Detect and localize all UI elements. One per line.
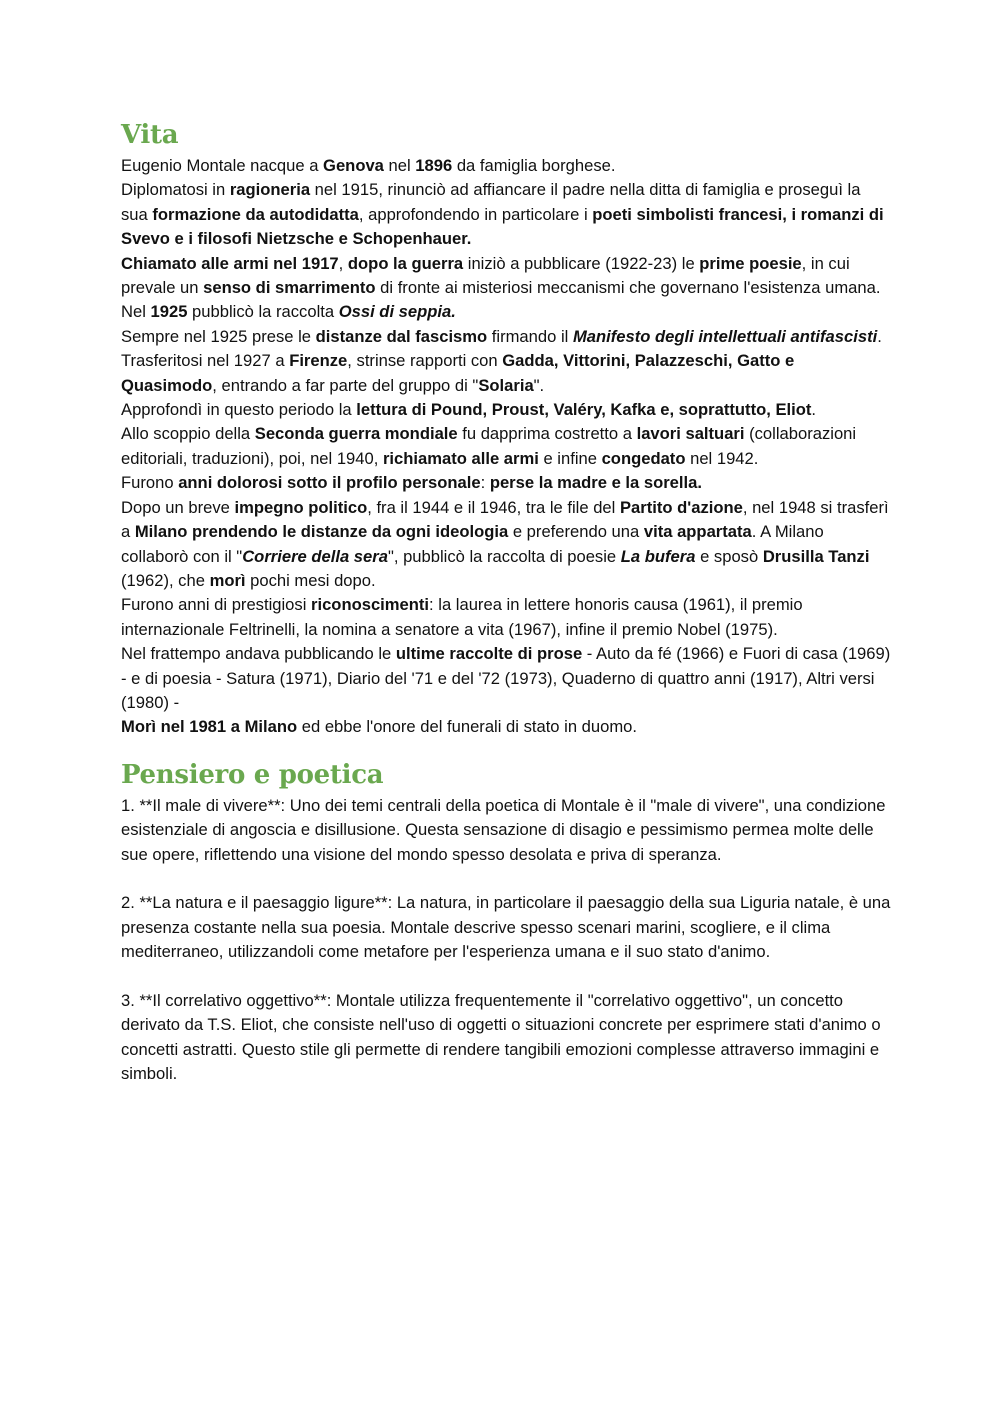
text-run: vita appartata bbox=[643, 522, 752, 542]
text-run: Sempre nel 1925 prese le bbox=[121, 326, 316, 346]
text-run: - Auto da fé (1966) e Fuori di casa (1969) - e di poesia - Satura (1971), Diario del '71 e del '72 (1973), Quaderno di quattro anni (1917), Altri versi (1980) - bbox=[121, 644, 891, 712]
text-run: Ossi di seppia. bbox=[338, 302, 456, 322]
text-run: Diplomatosi in bbox=[121, 180, 230, 200]
section-title-pensiero: Pensiero e poetica bbox=[121, 759, 384, 790]
text-run: Nel frattempo andava pubblicando le bbox=[121, 644, 396, 664]
text-run: Genova bbox=[323, 156, 384, 175]
text-run: e preferendo una bbox=[508, 522, 644, 542]
text-run: lettura di Pound, Proust, Valéry, Kafka e, soprattutto, Eliot bbox=[356, 400, 812, 420]
text-run: nel 1942. bbox=[685, 448, 759, 468]
text-run: lavori saltuari bbox=[636, 424, 745, 444]
text-run: . Trasferitosi nel 1927 a bbox=[121, 326, 882, 371]
text-run: Seconda guerra mondiale bbox=[254, 424, 458, 444]
text-run: ragioneria bbox=[229, 180, 311, 200]
text-run: Gadda, Vittorini, Palazzeschi, Gatto e Quasimodo bbox=[121, 351, 795, 395]
text-run: , approfondendo in particolare i bbox=[358, 204, 593, 224]
text-run: senso di smarrimento bbox=[203, 278, 376, 298]
text-run: , strinse rapporti con bbox=[347, 351, 503, 371]
pensiero-item-1: 1. **Il male di vivere**: Uno dei temi centrali della poetica di Montale è il "male di vivere", una condizione esistenziale di angoscia e disillusione. Questa sensazione di disagio e pessimismo permea molte delle sue opere, riflettendo una visione del mondo spesso desolata e priva di speranza. bbox=[121, 795, 886, 864]
pensiero-item-3: 3. **Il correlativo oggettivo**: Montale utilizza frequentemente il "correlativo oggettivo", un concetto derivato da T.S. Eliot, che consiste nell'uso di oggetti o situazioni concrete per esprimere stati d'animo o concetti astratti. Questo stile gli permette di rendere tangibili emozioni complesse attraverso immagini e simboli. bbox=[121, 990, 881, 1084]
text-run: La bufera bbox=[620, 546, 696, 566]
text-run: iniziò a pubblicare (1922-23) le bbox=[463, 253, 700, 273]
text-run: fu dapprima costretto a bbox=[457, 424, 637, 444]
text-run: ultime raccolte di prose bbox=[395, 644, 583, 664]
text-run: nel 1915, rinunciò ad affiancare il padre nella ditta di famiglia e proseguì la sua bbox=[121, 180, 861, 224]
text-run: , fra il 1944 e il 1946, tra le file del bbox=[367, 497, 620, 517]
text-run: Drusilla Tanzi bbox=[762, 546, 870, 566]
text-run: . A Milano collaborò con il " bbox=[121, 522, 824, 566]
text-run: Allo scoppio della bbox=[121, 424, 255, 444]
text-run: perse la madre e la sorella. bbox=[489, 473, 702, 493]
text-run: , entrando a far parte del gruppo di " bbox=[212, 375, 479, 395]
text-run: Furono bbox=[121, 473, 179, 493]
text-run: . bbox=[811, 400, 817, 420]
vita-paragraph-6 bbox=[121, 422, 891, 471]
text-run: ", pubblicò la raccolta di poesie bbox=[387, 546, 621, 566]
text-run: poeti simbolisti francesi, i romanzi di Svevo e i filosofi Nietzsche e Schopenhauer. bbox=[121, 204, 884, 249]
text-run: : bbox=[480, 473, 490, 493]
text-run: Chiamato alle armi nel 1917 bbox=[121, 253, 339, 273]
paragraph-gap bbox=[121, 965, 891, 989]
text-run: prime poesie bbox=[699, 253, 802, 273]
text-run: firmando il bbox=[487, 326, 573, 346]
vita-paragraph-8 bbox=[121, 496, 891, 594]
text-run: di fronte ai misteriosi meccanismi che governano l'esistenza umana. Nel bbox=[121, 278, 881, 322]
text-run: e infine bbox=[538, 448, 602, 468]
pensiero-item-2: 2. **La natura e il paesaggio ligure**: La natura, in particolare il paesaggio della sua Liguria natale, è una presenza costante nella sua poesia. Montale descrive spesso scenari marini, scogliere, e il clima mediterraneo, utilizzandoli come metafore per l'esperienza umana e il suo stato d'animo. bbox=[121, 893, 891, 962]
text-run: Milano prendendo le distanze da ogni ideologia bbox=[134, 522, 509, 542]
text-run: ". bbox=[533, 375, 545, 395]
vita-paragraph-5 bbox=[121, 398, 891, 422]
vita-paragraph-9 bbox=[121, 593, 891, 642]
text-run: Corriere della sera bbox=[242, 546, 388, 566]
text-run: pochi mesi dopo. bbox=[245, 570, 376, 590]
text-run: (collaborazioni editoriali, traduzioni), poi, nel 1940, bbox=[121, 424, 857, 468]
text-run: Morì nel 1981 a Milano bbox=[121, 717, 298, 737]
text-run: da famiglia borghese. bbox=[452, 156, 616, 175]
text-run: , in cui prevale un bbox=[121, 253, 850, 298]
text-run: dopo la guerra bbox=[347, 253, 464, 273]
text-run: riconoscimenti bbox=[311, 595, 430, 615]
document-page bbox=[121, 118, 891, 1087]
text-run: Approfondì in questo periodo la bbox=[121, 400, 357, 420]
text-run: Eugenio Montale nacque a bbox=[121, 156, 324, 175]
text-run: e sposò bbox=[695, 546, 763, 566]
text-run: 1925 bbox=[150, 302, 188, 322]
text-run: , nel 1948 si trasferì a bbox=[121, 497, 889, 542]
vita-paragraph-4 bbox=[121, 325, 891, 398]
text-run: Solaria bbox=[478, 375, 534, 395]
text-run: (1962), che bbox=[121, 570, 210, 590]
vita-paragraph-11 bbox=[121, 715, 891, 739]
text-run: morì bbox=[209, 570, 246, 590]
text-run: nel bbox=[383, 156, 416, 175]
text-run: Partito d'azione bbox=[619, 497, 743, 517]
text-run: ed ebbe l'onore del funerali di stato in duomo. bbox=[297, 717, 638, 737]
text-run: richiamato alle armi bbox=[382, 448, 539, 468]
text-run: , bbox=[338, 253, 348, 273]
text-run: Manifesto degli intellettuali antifascisti bbox=[572, 326, 878, 346]
vita-paragraph-1 bbox=[121, 154, 891, 178]
text-run: : la laurea in lettere honoris causa (1961), il premio internazionale Feltrinelli, la nomina a senatore a vita (1967), infine il premio Nobel (1975). bbox=[121, 595, 803, 639]
section-title-vita: Vita bbox=[121, 120, 179, 150]
text-run: Firenze bbox=[289, 351, 348, 371]
text-run: impegno politico bbox=[234, 497, 368, 517]
text-run: anni dolorosi sotto il profilo personale bbox=[178, 473, 481, 493]
vita-paragraph-7 bbox=[121, 471, 891, 495]
text-run: Furono anni di prestigiosi bbox=[121, 595, 312, 615]
text-run: distanze dal fascismo bbox=[315, 326, 488, 346]
vita-paragraph-2 bbox=[121, 178, 891, 251]
text-run: 1896 bbox=[415, 156, 453, 175]
vita-paragraph-10 bbox=[121, 642, 891, 715]
paragraph-gap bbox=[121, 867, 891, 891]
vita-paragraph-3 bbox=[121, 252, 891, 325]
text-run: Dopo un breve bbox=[121, 497, 235, 517]
text-run: formazione da autodidatta bbox=[152, 204, 359, 224]
text-run: congedato bbox=[601, 448, 686, 468]
text-run: pubblicò la raccolta bbox=[187, 302, 339, 322]
